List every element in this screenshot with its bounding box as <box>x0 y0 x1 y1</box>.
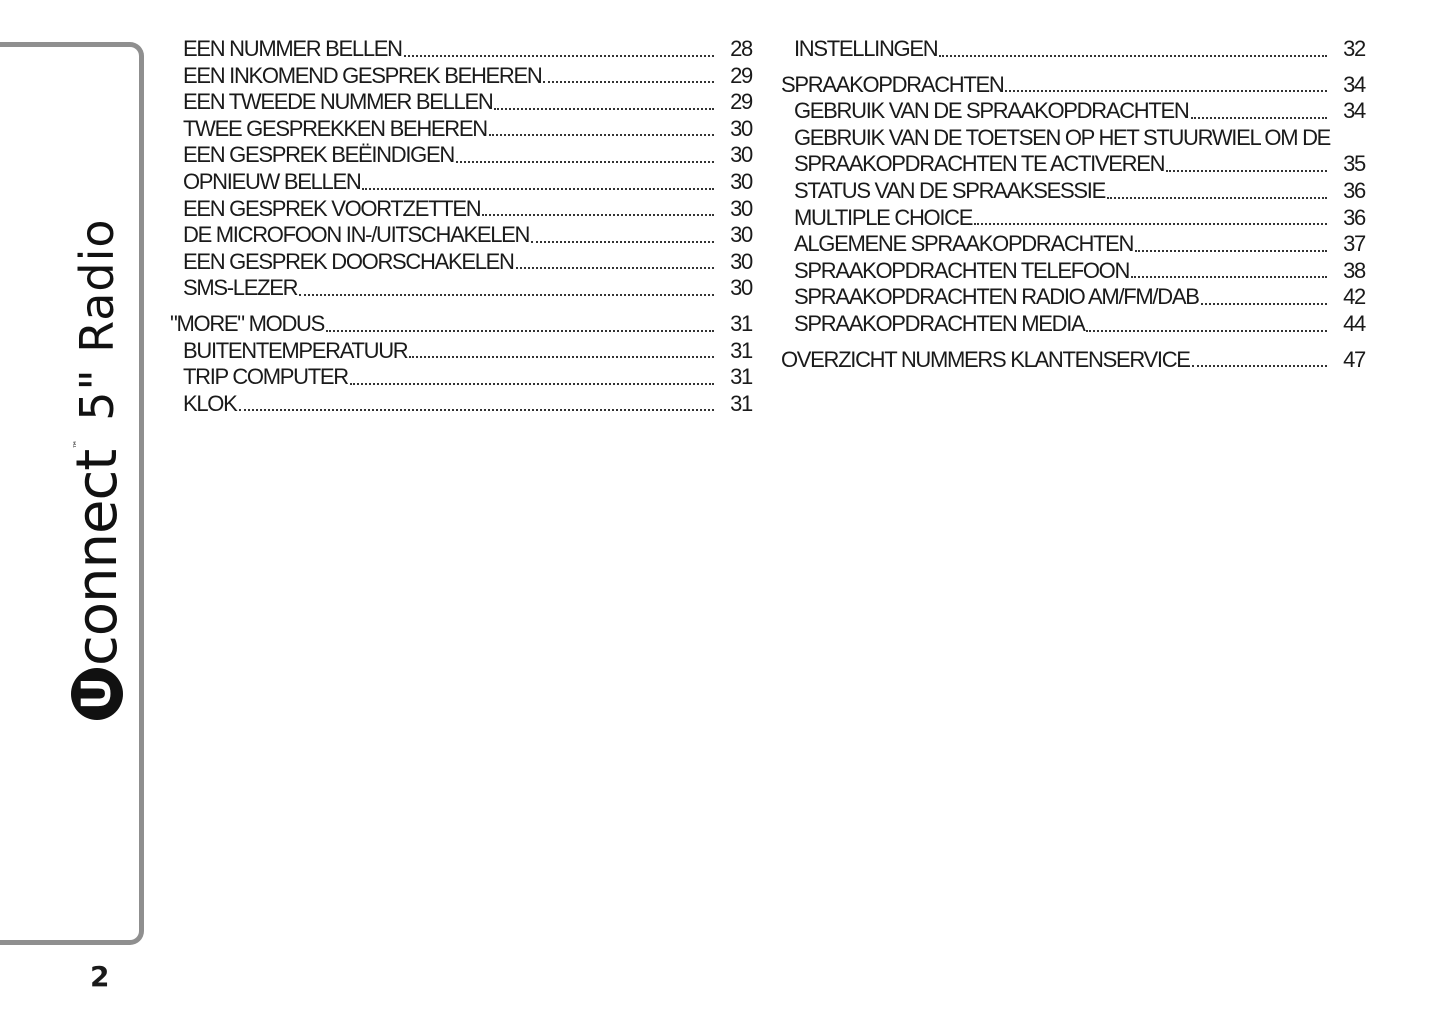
toc-entry-page: 31 <box>730 364 752 390</box>
toc-entry-label: SPRAAKOPDRACHTEN MEDIA <box>794 310 1085 336</box>
toc-entry-label: EEN GESPREK VOORTZETTEN <box>183 195 481 221</box>
toc-entry-label: STATUS VAN DE SPRAAKSESSIE <box>794 177 1105 203</box>
toc-entry-page: 36 <box>1343 204 1365 230</box>
toc-dot-leader <box>543 80 714 83</box>
toc-entry[interactable] <box>781 72 1365 99</box>
toc-entry-page: 34 <box>1343 71 1365 97</box>
toc-entry-page: 30 <box>730 168 752 194</box>
toc-dot-leader <box>1131 275 1327 278</box>
toc-entry[interactable] <box>781 311 1365 338</box>
toc-entry-label: SPRAAKOPDRACHTEN TE ACTIVEREN <box>794 151 1165 177</box>
toc-entry-label: EEN GESPREK BEËINDIGEN <box>183 142 454 168</box>
toc-dot-leader <box>1135 249 1327 252</box>
toc-entry-label: BUITENTEMPERATUUR <box>183 337 408 363</box>
uconnect-logo-text: connect <box>64 449 130 666</box>
toc-entry-page: 34 <box>1343 98 1365 124</box>
toc-entry[interactable] <box>781 205 1365 232</box>
toc-entry-label: SPRAAKOPDRACHTEN RADIO AM/FM/DAB <box>794 284 1199 310</box>
toc-entry[interactable] <box>781 178 1365 205</box>
toc-dot-leader <box>482 213 714 216</box>
toc-entry[interactable] <box>781 98 1365 125</box>
toc-entry-label: OVERZICHT NUMMERS KLANTENSERVICE <box>781 346 1190 372</box>
toc-entry-label: INSTELLINGEN <box>794 36 938 61</box>
toc-dot-leader <box>494 107 714 110</box>
toc-dot-leader <box>1201 302 1327 305</box>
toc-entry-page: 47 <box>1343 346 1365 372</box>
toc-entry-page: 28 <box>730 36 752 61</box>
toc-dot-leader <box>1191 116 1328 119</box>
toc-entry-page: 38 <box>1343 257 1365 283</box>
toc-entry-label: SPRAAKOPDRACHTEN TELEFOON <box>794 257 1130 283</box>
brand-title <box>57 218 137 720</box>
toc-dot-leader <box>1192 364 1327 367</box>
toc-dot-leader <box>239 408 715 411</box>
toc-dot-leader <box>1086 329 1327 332</box>
toc-entry-page: 30 <box>730 195 752 221</box>
toc-entry-page: 37 <box>1343 231 1365 257</box>
toc-entry-label: SPRAAKOPDRACHTEN <box>781 71 1004 97</box>
toc-entry-label: EEN NUMMER BELLEN <box>183 36 402 61</box>
toc-dot-leader <box>404 54 714 57</box>
toc-entry[interactable] <box>170 196 752 223</box>
toc-entry[interactable] <box>170 169 752 196</box>
toc-entry-page: 30 <box>730 248 752 274</box>
toc-entry[interactable] <box>170 338 752 365</box>
toc-dot-leader <box>531 240 714 243</box>
toc-entry-label: KLOK <box>183 390 237 416</box>
toc-dot-leader <box>939 54 1327 57</box>
toc-dot-leader <box>974 222 1327 225</box>
toc-left-column <box>170 36 752 417</box>
toc-entry[interactable] <box>781 258 1365 285</box>
toc-dot-leader <box>299 293 714 296</box>
toc-entry-label: SMS-LEZER <box>183 275 298 301</box>
uconnect-u-icon: U <box>71 668 123 720</box>
toc-entry[interactable] <box>170 391 752 418</box>
toc-entry[interactable] <box>170 142 752 169</box>
toc-entry[interactable] <box>170 275 752 302</box>
toc-dot-leader <box>489 133 714 136</box>
toc-entry-label: EEN GESPREK DOORSCHAKELEN <box>183 248 514 274</box>
toc-entry[interactable] <box>781 36 1365 63</box>
toc-entry-page: 36 <box>1343 177 1365 203</box>
model-label: 5" Radio <box>70 218 124 421</box>
toc-entry-page: 31 <box>730 310 752 336</box>
toc-entry[interactable] <box>170 364 752 391</box>
toc-entry-page: 31 <box>730 337 752 363</box>
toc-entry-label: DE MICROFOON IN-/UITSCHAKELEN <box>183 222 530 248</box>
toc-entry-page: 31 <box>730 390 752 416</box>
toc-dot-leader <box>1166 169 1327 172</box>
toc-dot-leader <box>1005 89 1327 92</box>
toc-entry-label: EEN INKOMEND GESPREK BEHEREN <box>183 62 542 88</box>
toc-dot-leader <box>456 160 714 163</box>
uconnect-logo <box>65 441 130 720</box>
toc-entry-page: 30 <box>730 275 752 301</box>
toc-entry[interactable] <box>781 231 1365 258</box>
toc-entry-page: 35 <box>1343 151 1365 177</box>
page-number: 2 <box>90 960 110 993</box>
toc-entry[interactable] <box>170 63 752 90</box>
toc-dot-leader <box>362 187 714 190</box>
toc-dot-leader <box>409 355 714 358</box>
toc-entry[interactable] <box>170 249 752 276</box>
toc-entry-label: GEBRUIK VAN DE SPRAAKOPDRACHTEN <box>794 98 1189 124</box>
toc-entry[interactable] <box>170 116 752 143</box>
toc-entry-page: 30 <box>730 222 752 248</box>
toc-dot-leader <box>350 382 714 385</box>
toc-entry[interactable] <box>781 125 1365 152</box>
toc-right-column <box>781 36 1365 373</box>
toc-entry-page: 29 <box>730 62 752 88</box>
toc-entry[interactable] <box>781 151 1365 178</box>
toc-entry-page: 42 <box>1343 284 1365 310</box>
toc-entry-label: "MORE" MODUS <box>170 310 325 336</box>
toc-entry[interactable] <box>781 347 1365 374</box>
toc-entry-label: TRIP COMPUTER <box>183 364 348 390</box>
toc-dot-leader <box>1107 196 1327 199</box>
toc-entry-label: ALGEMENE SPRAAKOPDRACHTEN <box>794 231 1134 257</box>
toc-entry-page: 30 <box>730 115 752 141</box>
toc-entry-label: MULTIPLE CHOICE <box>794 204 973 230</box>
toc-dot-leader <box>326 329 714 332</box>
toc-dot-leader <box>516 266 714 269</box>
toc-entry[interactable] <box>781 284 1365 311</box>
toc-entry-page: 29 <box>730 89 752 115</box>
toc-entry-page: 32 <box>1343 36 1365 61</box>
toc-entry-label: TWEE GESPREKKEN BEHEREN <box>183 115 487 141</box>
toc-entry-label: EEN TWEEDE NUMMER BELLEN <box>183 89 493 115</box>
toc-entry-page: 30 <box>730 142 752 168</box>
toc-entry-label: OPNIEUW BELLEN <box>183 168 361 194</box>
toc-entry-page: 44 <box>1343 310 1365 336</box>
toc-entry[interactable] <box>170 89 752 116</box>
trademark-mark: ™ <box>72 440 83 449</box>
toc-entry[interactable] <box>170 222 752 249</box>
toc-entry[interactable] <box>170 311 752 338</box>
toc-entry[interactable] <box>170 36 752 63</box>
toc-entry-label: GEBRUIK VAN DE TOETSEN OP HET STUURWIEL OM DE <box>794 124 1331 150</box>
